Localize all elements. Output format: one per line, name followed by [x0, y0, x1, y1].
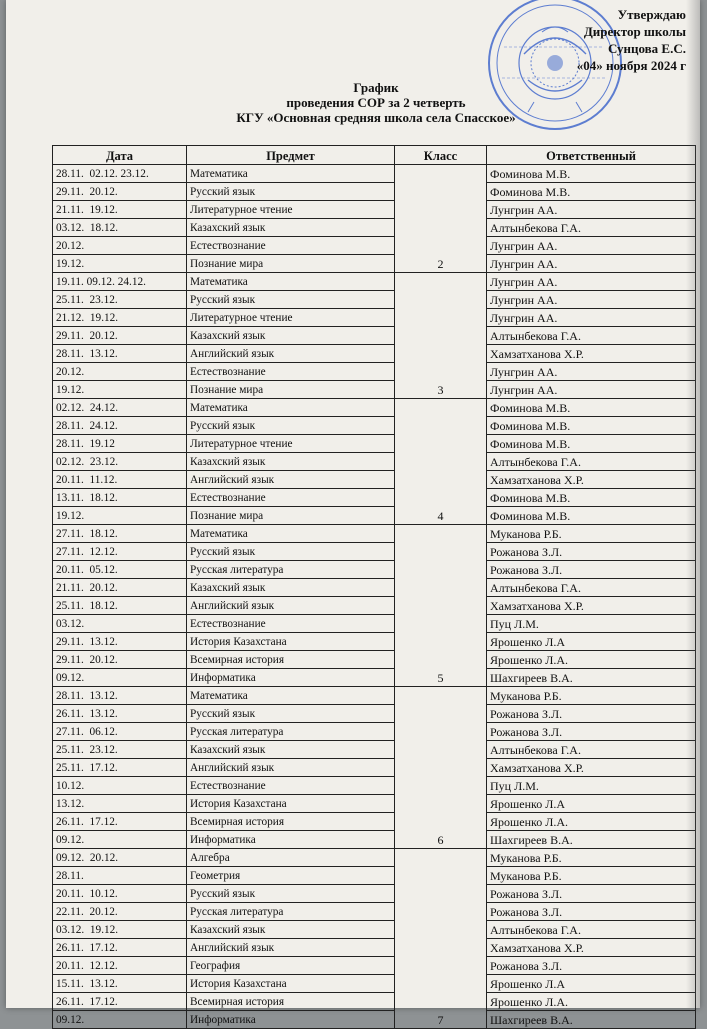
cell-subject: Всемирная история — [187, 993, 395, 1011]
table-row — [53, 237, 696, 255]
cell-date: 20.11. 05.12. — [53, 561, 187, 579]
cell-subject: Казахский язык — [187, 741, 395, 759]
table-row — [53, 417, 696, 435]
cell-date: 09.12. — [53, 1011, 187, 1029]
title-line-1: График — [353, 80, 399, 95]
cell-teacher: Ярошенко Л.А. — [487, 993, 696, 1011]
approval-line-name: Сунцова Е.С. — [607, 41, 686, 56]
cell-subject: Русский язык — [187, 705, 395, 723]
cell-teacher: Ярошенко Л.А — [487, 633, 696, 651]
cell-date: 26.11. 17.12. — [53, 993, 187, 1011]
cell-date: 29.11. 20.12. — [53, 651, 187, 669]
cell-date: 26.11. 17.12. — [53, 813, 187, 831]
cell-date: 09.12. — [53, 669, 187, 687]
table-row — [53, 579, 696, 597]
title-line-3: КГУ «Основная средняя школа села Спасское» — [236, 110, 516, 125]
cell-date: 26.11. 17.12. — [53, 939, 187, 957]
cell-teacher: Лунгрин АА. — [487, 255, 696, 273]
table-row — [53, 957, 696, 975]
cell-teacher: Пуц Л.М. — [487, 777, 696, 795]
approval-line-position: Директор школы — [583, 24, 686, 39]
cell-subject: Казахский язык — [187, 327, 395, 345]
cell-teacher: Лунгрин АА. — [487, 201, 696, 219]
table-row — [53, 687, 696, 705]
cell-teacher: Хамзатханова Х.Р. — [487, 597, 696, 615]
cell-subject: Геометрия — [187, 867, 395, 885]
cell-teacher: Лунгрин АА. — [487, 291, 696, 309]
cell-teacher: Рожанова З.Л. — [487, 903, 696, 921]
cell-date: 20.12. — [53, 363, 187, 381]
cell-subject: Русская литература — [187, 561, 395, 579]
column-header-class: Класс — [395, 146, 487, 165]
cell-date: 09.12. 20.12. — [53, 849, 187, 867]
cell-teacher: Алтынбекова Г.А. — [487, 453, 696, 471]
table-row — [53, 849, 696, 867]
cell-date: 21.12. 19.12. — [53, 309, 187, 327]
cell-date: 20.12. — [53, 237, 187, 255]
cell-date: 20.11. 11.12. — [53, 471, 187, 489]
table-row — [53, 273, 696, 291]
cell-teacher: Рожанова З.Л. — [487, 885, 696, 903]
table-row — [53, 831, 696, 849]
cell-subject: История Казахстана — [187, 975, 395, 993]
cell-subject: Английский язык — [187, 597, 395, 615]
cell-date: 20.11. 10.12. — [53, 885, 187, 903]
table-row — [53, 885, 696, 903]
cell-subject: Естествознание — [187, 363, 395, 381]
cell-date: 19.12. — [53, 381, 187, 399]
table-row — [53, 1011, 696, 1029]
cell-date: 20.11. 12.12. — [53, 957, 187, 975]
cell-subject: Русский язык — [187, 417, 395, 435]
cell-subject: Казахский язык — [187, 921, 395, 939]
cell-date: 02.12. 23.12. — [53, 453, 187, 471]
cell-date: 25.11. 23.12. — [53, 741, 187, 759]
table-row — [53, 903, 696, 921]
schedule-table — [52, 145, 696, 1029]
cell-subject: Английский язык — [187, 759, 395, 777]
table-row — [53, 723, 696, 741]
cell-teacher: Фоминова М.В. — [487, 399, 696, 417]
document-sheet — [6, 0, 700, 1027]
cell-teacher: Фоминова М.В. — [487, 489, 696, 507]
cell-teacher: Хамзатханова Х.Р. — [487, 345, 696, 363]
table-row — [53, 561, 696, 579]
table-row — [53, 813, 696, 831]
cell-date: 29.11. 20.12. — [53, 183, 187, 201]
cell-teacher: Шахгиреев В.А. — [487, 1011, 696, 1029]
cell-subject: Познание мира — [187, 507, 395, 525]
cell-date: 03.12. — [53, 615, 187, 633]
cell-subject: Русский язык — [187, 183, 395, 201]
table-row — [53, 921, 696, 939]
cell-date: 19.12. — [53, 507, 187, 525]
cell-teacher: Фоминова М.В. — [487, 417, 696, 435]
cell-date: 15.11. 13.12. — [53, 975, 187, 993]
cell-teacher: Муканова Р.Б. — [487, 867, 696, 885]
title-line-2: проведения СОР за 2 четверть — [286, 95, 466, 110]
cell-teacher: Муканова Р.Б. — [487, 687, 696, 705]
approval-block — [577, 6, 686, 74]
table-row — [53, 975, 696, 993]
column-header-subject: Предмет — [187, 146, 395, 165]
table-row — [53, 345, 696, 363]
cell-subject: Математика — [187, 687, 395, 705]
cell-date: 27.11. 12.12. — [53, 543, 187, 561]
cell-teacher: Пуц Л.М. — [487, 615, 696, 633]
cell-date: 28.11. 24.12. — [53, 417, 187, 435]
cell-subject: Познание мира — [187, 381, 395, 399]
cell-subject: География — [187, 957, 395, 975]
approval-line-approve: Утверждаю — [617, 7, 686, 22]
cell-date: 27.11. 18.12. — [53, 525, 187, 543]
cell-date: 27.11. 06.12. — [53, 723, 187, 741]
table-row — [53, 525, 696, 543]
cell-subject: Информатика — [187, 831, 395, 849]
cell-date: 03.12. 19.12. — [53, 921, 187, 939]
table-row — [53, 867, 696, 885]
cell-teacher: Хамзатханова Х.Р. — [487, 759, 696, 777]
cell-teacher: Рожанова З.Л. — [487, 561, 696, 579]
cell-date: 03.12. 18.12. — [53, 219, 187, 237]
table-row — [53, 543, 696, 561]
cell-teacher: Фоминова М.В. — [487, 435, 696, 453]
cell-class: 7 — [395, 849, 487, 1029]
cell-subject: Русская литература — [187, 903, 395, 921]
approval-line-date: «04» ноября 2024 г — [576, 58, 686, 73]
cell-subject: Естествознание — [187, 615, 395, 633]
cell-teacher: Хамзатханова Х.Р. — [487, 939, 696, 957]
cell-date: 28.11. 02.12. 23.12. — [53, 165, 187, 183]
cell-teacher: Алтынбекова Г.А. — [487, 579, 696, 597]
cell-teacher: Ярошенко Л.А — [487, 795, 696, 813]
cell-teacher: Ярошенко Л.А — [487, 975, 696, 993]
cell-subject: Познание мира — [187, 255, 395, 273]
cell-date: 29.11. 13.12. — [53, 633, 187, 651]
cell-date: 28.11. 13.12. — [53, 687, 187, 705]
cell-subject: Русский язык — [187, 543, 395, 561]
table-row — [53, 255, 696, 273]
cell-subject: Литературное чтение — [187, 435, 395, 453]
cell-date: 28.11. 13.12. — [53, 345, 187, 363]
table-row — [53, 471, 696, 489]
table-row — [53, 291, 696, 309]
cell-date: 10.12. — [53, 777, 187, 795]
cell-date: 19.11. 09.12. 24.12. — [53, 273, 187, 291]
cell-teacher: Фоминова М.В. — [487, 507, 696, 525]
cell-date: 29.11. 20.12. — [53, 327, 187, 345]
cell-teacher: Шахгиреев В.А. — [487, 669, 696, 687]
cell-subject: Английский язык — [187, 939, 395, 957]
cell-subject: Информатика — [187, 1011, 395, 1029]
table-row — [53, 795, 696, 813]
cell-teacher: Фоминова М.В. — [487, 165, 696, 183]
cell-subject: История Казахстана — [187, 633, 395, 651]
cell-subject: Казахский язык — [187, 219, 395, 237]
cell-date: 26.11. 13.12. — [53, 705, 187, 723]
table-row — [53, 507, 696, 525]
cell-teacher: Муканова Р.Б. — [487, 525, 696, 543]
table-header-row — [53, 146, 696, 165]
table-row — [53, 615, 696, 633]
cell-class: 3 — [395, 273, 487, 399]
cell-teacher: Шахгиреев В.А. — [487, 831, 696, 849]
cell-date: 22.11. 20.12. — [53, 903, 187, 921]
cell-date: 13.11. 18.12. — [53, 489, 187, 507]
cell-date: 25.11. 23.12. — [53, 291, 187, 309]
cell-subject: Литературное чтение — [187, 201, 395, 219]
cell-subject: Математика — [187, 399, 395, 417]
table-row — [53, 705, 696, 723]
cell-subject: Естествознание — [187, 237, 395, 255]
cell-teacher: Лунгрин АА. — [487, 363, 696, 381]
page-edge-shadow — [686, 0, 700, 1008]
cell-teacher: Алтынбекова Г.А. — [487, 741, 696, 759]
cell-subject: История Казахстана — [187, 795, 395, 813]
table-row — [53, 399, 696, 417]
table-row — [53, 759, 696, 777]
cell-subject: Математика — [187, 165, 395, 183]
table-row — [53, 669, 696, 687]
table-row — [53, 651, 696, 669]
cell-date: 13.12. — [53, 795, 187, 813]
cell-date: 25.11. 17.12. — [53, 759, 187, 777]
cell-subject: Английский язык — [187, 471, 395, 489]
cell-teacher: Лунгрин АА. — [487, 309, 696, 327]
table-row — [53, 183, 696, 201]
cell-subject: Математика — [187, 273, 395, 291]
table-row — [53, 453, 696, 471]
table-row — [53, 219, 696, 237]
cell-teacher: Муканова Р.Б. — [487, 849, 696, 867]
cell-date: 28.11. — [53, 867, 187, 885]
cell-teacher: Хамзатханова Х.Р. — [487, 471, 696, 489]
cell-subject: Всемирная история — [187, 813, 395, 831]
table-row — [53, 633, 696, 651]
cell-subject: Английский язык — [187, 345, 395, 363]
cell-subject: Литературное чтение — [187, 309, 395, 327]
cell-subject: Казахский язык — [187, 579, 395, 597]
cell-class: 6 — [395, 687, 487, 849]
cell-date: 09.12. — [53, 831, 187, 849]
cell-subject: Русский язык — [187, 291, 395, 309]
table-row — [53, 939, 696, 957]
cell-teacher: Лунгрин АА. — [487, 237, 696, 255]
document-title — [6, 80, 707, 125]
cell-teacher: Алтынбекова Г.А. — [487, 219, 696, 237]
column-header-teacher: Ответственный — [487, 146, 696, 165]
cell-date: 19.12. — [53, 255, 187, 273]
table-row — [53, 201, 696, 219]
cell-subject: Математика — [187, 525, 395, 543]
cell-teacher: Рожанова З.Л. — [487, 723, 696, 741]
column-header-date: Дата — [53, 146, 187, 165]
cell-subject: Русская литература — [187, 723, 395, 741]
cell-teacher: Алтынбекова Г.А. — [487, 921, 696, 939]
cell-teacher: Рожанова З.Л. — [487, 705, 696, 723]
cell-teacher: Фоминова М.В. — [487, 183, 696, 201]
table-row — [53, 381, 696, 399]
table-row — [53, 777, 696, 795]
table-row — [53, 309, 696, 327]
cell-date: 21.11. 19.12. — [53, 201, 187, 219]
cell-class: 4 — [395, 399, 487, 525]
schedule-body — [53, 165, 696, 1029]
table-row — [53, 597, 696, 615]
cell-teacher: Рожанова З.Л. — [487, 543, 696, 561]
table-row — [53, 741, 696, 759]
cell-teacher: Ярошенко Л.А. — [487, 651, 696, 669]
table-row — [53, 435, 696, 453]
cell-class: 5 — [395, 525, 487, 687]
table-row — [53, 363, 696, 381]
table-row — [53, 489, 696, 507]
cell-teacher: Рожанова З.Л. — [487, 957, 696, 975]
cell-date: 25.11. 18.12. — [53, 597, 187, 615]
cell-subject: Естествознание — [187, 777, 395, 795]
cell-subject: Русский язык — [187, 885, 395, 903]
cell-subject: Всемирная история — [187, 651, 395, 669]
cell-date: 21.11. 20.12. — [53, 579, 187, 597]
cell-subject: Информатика — [187, 669, 395, 687]
cell-subject: Казахский язык — [187, 453, 395, 471]
cell-teacher: Ярошенко Л.А. — [487, 813, 696, 831]
table-row — [53, 327, 696, 345]
cell-class: 2 — [395, 165, 487, 273]
cell-teacher: Алтынбекова Г.А. — [487, 327, 696, 345]
cell-date: 28.11. 19.12 — [53, 435, 187, 453]
table-row — [53, 165, 696, 183]
cell-date: 02.12. 24.12. — [53, 399, 187, 417]
cell-subject: Естествознание — [187, 489, 395, 507]
cell-subject: Алгебра — [187, 849, 395, 867]
cell-teacher: Лунгрин АА. — [487, 273, 696, 291]
cell-teacher: Лунгрин АА. — [487, 381, 696, 399]
